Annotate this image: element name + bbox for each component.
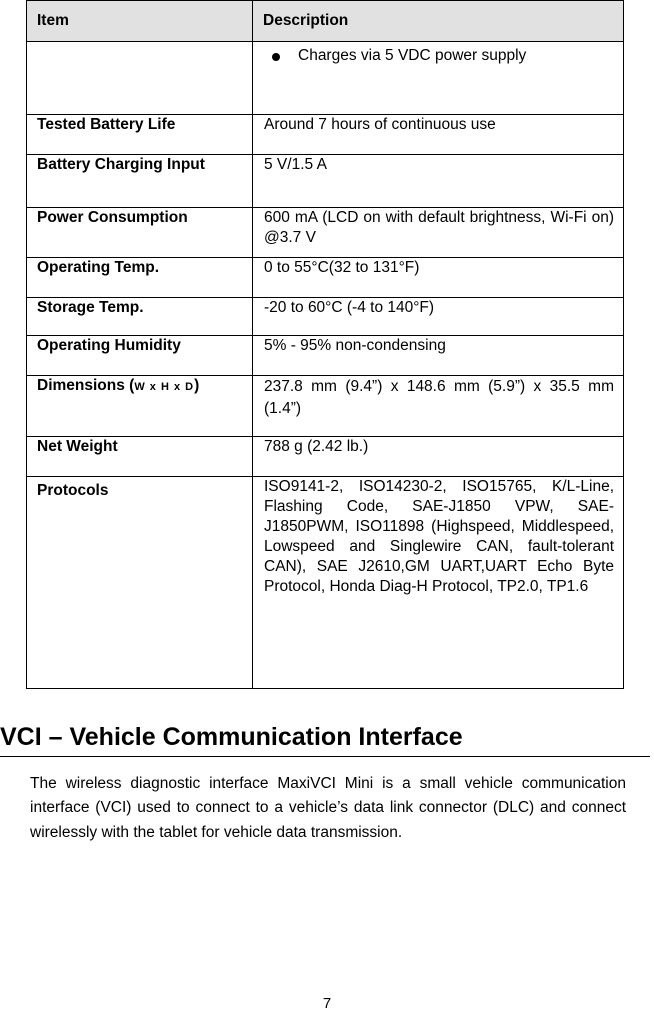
item-cell: Operating Temp.: [27, 258, 253, 298]
item-cell: [27, 42, 253, 115]
description-cell: [253, 42, 624, 115]
description-cell: 600 mA (LCD on with default brightness, Wi-Fi on) @3.7 V: [253, 208, 624, 258]
page-number: 7: [322, 995, 332, 1012]
table-row: [27, 258, 624, 298]
item-label: Dimensions (: [37, 377, 135, 394]
table-row: [27, 208, 624, 258]
item-cell: [27, 376, 253, 437]
column-header-item: Item: [27, 1, 253, 42]
column-header-description: Description: [253, 1, 624, 42]
description-cell: -20 to 60°C (-4 to 140°F): [253, 298, 624, 336]
description-cell: 5% - 95% non-condensing: [253, 336, 624, 376]
bullet-item: [264, 42, 614, 66]
item-cell: Power Consumption: [27, 208, 253, 258]
item-cell: Operating Humidity: [27, 336, 253, 376]
specifications-table: [26, 0, 624, 689]
table-row: [27, 298, 624, 336]
table-row: [27, 477, 624, 689]
description-cell: 237.8 mm (9.4”) x 148.6 mm (5.9”) x 35.5 mm (1.4”): [253, 376, 624, 437]
item-cell: Net Weight: [27, 437, 253, 477]
item-label-units: W x H x D: [134, 381, 195, 393]
table-row: [27, 42, 624, 115]
description-cell: 0 to 55°C(32 to 131°F): [253, 258, 624, 298]
item-cell: Battery Charging Input: [27, 155, 253, 208]
description-cell: Around 7 hours of continuous use: [253, 115, 624, 155]
table-row: [27, 376, 624, 437]
item-cell: Tested Battery Life: [27, 115, 253, 155]
section-heading: VCI – Vehicle Communication Interface: [0, 722, 650, 757]
description-cell: 788 g (2.42 lb.): [253, 437, 624, 477]
item-cell: Storage Temp.: [27, 298, 253, 336]
table-header-row: [27, 1, 624, 42]
item-cell: Protocols: [27, 477, 253, 689]
bullet-icon: [272, 53, 280, 61]
table-row: [27, 155, 624, 208]
item-label-close: ): [194, 377, 200, 394]
section-paragraph: The wireless diagnostic interface MaxiVCI Mini is a small vehicle communication interface (VCI) used to connect to a vehicle’s data link connector (DLC) and connect wirelessly with the tablet for vehicle data transmission.: [30, 775, 626, 841]
description-cell: 5 V/1.5 A: [253, 155, 624, 208]
table-row: [27, 437, 624, 477]
description-cell: ISO9141-2, ISO14230-2, ISO15765, K/L-Line, Flashing Code, SAE-J1850 VPW, SAE-J1850PWM, ISO11898 (Highspeed, Middlespeed, Lowspeed and Singlewire CAN, fault-tolerant CAN), SAE J2610,GM UART,UART Echo Byte Protocol, Honda Diag-H Protocol, TP2.0, TP1.6: [253, 477, 624, 689]
table-row: [27, 336, 624, 376]
table-row: [27, 115, 624, 155]
bullet-text: Charges via 5 VDC power supply: [298, 47, 527, 64]
